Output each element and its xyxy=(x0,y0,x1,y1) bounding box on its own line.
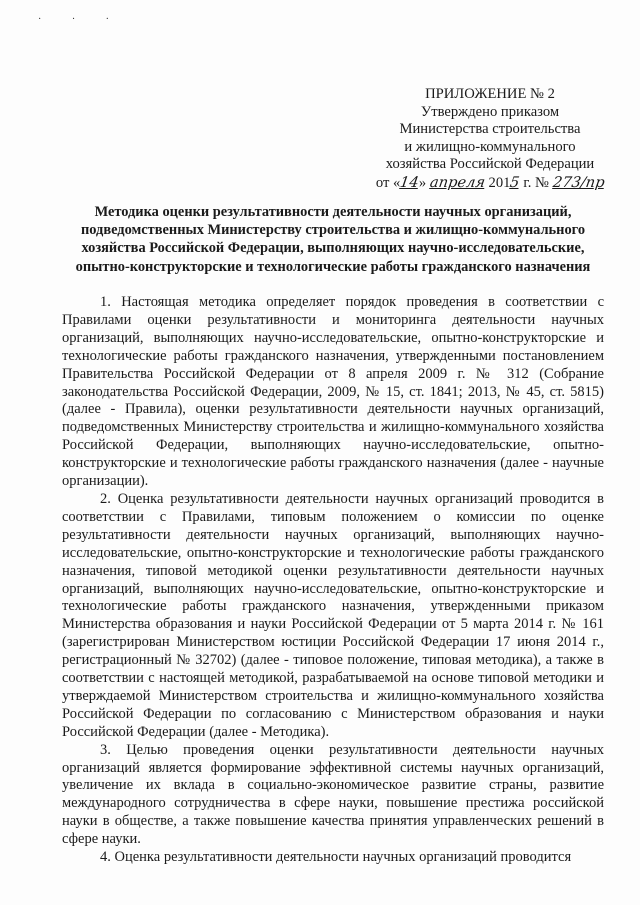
margin-marks: · · · xyxy=(38,14,123,25)
document-body xyxy=(62,294,604,867)
handwritten-day: 14 xyxy=(399,173,421,191)
approved-by: Утверждено приказом xyxy=(420,103,560,120)
handwritten-month: апреля xyxy=(428,173,487,191)
paragraph-4: 4. Оценка результативности деятельности научных организаций проводится xyxy=(100,849,572,866)
document-title: Методика оценки результативности деятельности научных организаций, подведомственных Министерству строительства и жилищно-коммунального хозяйства Российской Федерации, выполняющих научно-исследовательские, опытно-конструкторские и технологические работы гражданского назначения xyxy=(75,204,591,275)
appendix-number: ПРИЛОЖЕНИЕ № 2 xyxy=(425,86,555,102)
ministry-line-1: Министерства строительства xyxy=(399,121,581,138)
paragraph-1: 1. Настоящая методика определяет порядок проведения в соответствии с Правилами оценки результативности и мониторинга деятельности научных организаций, выполняющих научно-исследовательские, опытно-конструкторские и технологические работы гражданского назначения, утвержденными постановлением Правительства Российской Федерации от 8 апреля 2009 г. № 312 (Собрание законодательства Российской Федерации, 2009, № 15, ст. 1841; 2013, № 45, ст. 5815) (далее - Правила), оценки результативности деятельности научных организаций, подведомственных Министерству строительства и жилищно-коммунального хозяйства Российской Федерации, выполняющих научно-исследовательские, опытно-конструкторские и технологические работы гражданского назначения (далее - научные организации). xyxy=(62,294,604,490)
ministry-line-3: хозяйства Российской Федерации xyxy=(385,156,595,173)
order-date-line: от «14» апреля 2015 г. № 273/пр xyxy=(375,173,606,191)
paragraph-3: 3. Целью проведения оценки результативности деятельности научных организаций является формирование эффективной системы научных организаций, увеличение их вклада в социально-экономическое развитие страны, развитие международного сотрудничества в сфере науки, повышение престижа российской науки в обществе, а также повышение качества принятия управленческих решений в сфере науки. xyxy=(62,741,604,848)
ministry-line-2: и жилищно-коммунального xyxy=(404,138,576,155)
approval-stamp-block xyxy=(370,86,610,193)
paragraph-2: 2. Оценка результативности деятельности научных организаций проводится в соответствии с Правилами, типовым положением о комиссии по оценке результативности деятельности научных организаций, выполняющих научно-исследовательские, опытно-конструкторские и технологические работы гражданского назначения, типовой методикой оценки результативности деятельности научных организаций, выполняющих научно-исследовательские, опытно-конструкторские и технологические работы гражданского назначения, утвержденными приказом Министерства образования и науки Российской Федерации от 5 марта 2014 г. № 161 (зарегистрирован Министерством юстиции Российской Федерации 17 июня 2014 г., регистрационный № 32702) (далее - типовое положение, типовая методика), а также в соответствии с настоящей методикой, разрабатываемой на основе типовой методики и утверждаемой Министерством строительства и жилищно-коммунального хозяйства Российской Федерации по согласованию с Министерством образования и науки Российской Федерации (далее - Методика). xyxy=(62,490,604,740)
handwritten-year-digit: 5 xyxy=(509,173,521,191)
handwritten-order-number: 273/пр xyxy=(551,173,606,191)
